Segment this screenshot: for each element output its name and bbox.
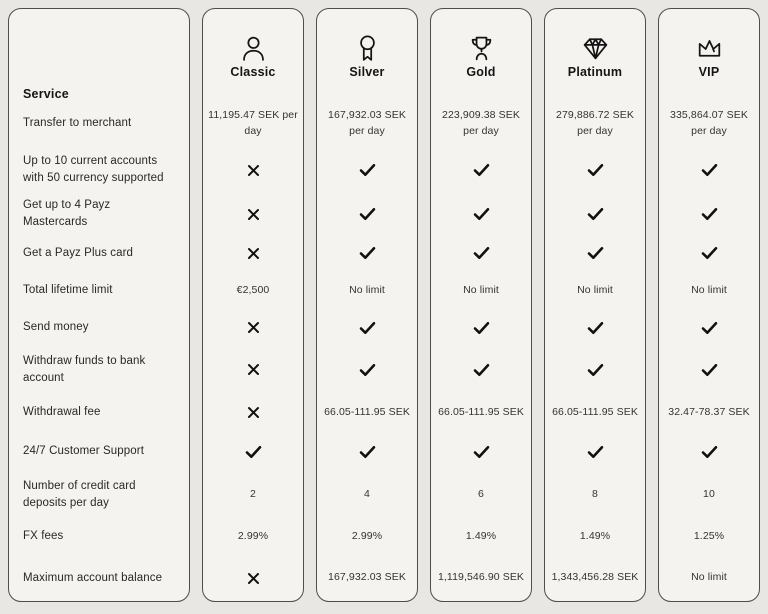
check-icon	[701, 246, 718, 260]
tier-value: 10	[703, 487, 715, 500]
tier-name: Gold	[466, 64, 496, 79]
check-icon	[587, 246, 604, 260]
tier-value: 66.05-111.95 SEK	[438, 405, 524, 418]
tier-value-cell	[317, 309, 417, 346]
check-icon	[359, 363, 376, 377]
service-row-label-cell	[9, 346, 189, 393]
check-icon	[359, 321, 376, 335]
check-icon	[701, 207, 718, 221]
tier-value-cell	[203, 234, 303, 272]
tier-value-cell	[545, 346, 645, 393]
tier-value-cell	[659, 194, 759, 234]
tier-value: 1,343,456.28 SEK	[551, 571, 639, 584]
tier-value: 4	[364, 487, 370, 500]
check-icon	[473, 163, 490, 177]
tier-value-cell	[431, 393, 531, 432]
check-icon	[473, 363, 490, 377]
tier-value: 8	[592, 487, 598, 500]
tier-value-cell	[545, 101, 645, 146]
check-icon	[587, 207, 604, 221]
tier-value: 167,932.03 SEK per day	[328, 108, 406, 137]
tier-value: 2.99%	[351, 529, 383, 542]
tier-header-cell	[545, 9, 645, 101]
service-row-label-cell	[9, 309, 189, 346]
check-icon	[587, 445, 604, 459]
tier-value: 1.25%	[693, 529, 725, 542]
tier-value-cell	[203, 146, 303, 194]
row-label: Withdrawal fee	[23, 406, 101, 419]
tier-value-cell	[317, 555, 417, 601]
tier-value-cell	[545, 555, 645, 601]
row-label: Get a Payz Plus card	[23, 246, 134, 259]
tier-value-cell	[659, 309, 759, 346]
service-row-label-cell	[9, 518, 189, 555]
service-row-label-cell	[9, 555, 189, 601]
tier-value-cell	[659, 101, 759, 146]
row-label: Withdraw funds to bank account	[23, 354, 146, 384]
tier-value-cell	[431, 194, 531, 234]
tier-value-cell	[203, 346, 303, 393]
tier-value-cell	[431, 346, 531, 393]
check-icon	[473, 246, 490, 260]
cross-icon	[247, 406, 260, 419]
tier-value-cell	[431, 555, 531, 601]
tier-value: 167,932.03 SEK	[328, 571, 406, 584]
tier-value-cell	[317, 346, 417, 393]
tier-card-classic	[202, 8, 304, 602]
person-icon	[237, 32, 270, 65]
tier-name: Silver	[349, 64, 385, 79]
check-icon	[359, 246, 376, 260]
cross-icon	[247, 572, 260, 585]
tier-value-cell	[203, 471, 303, 518]
tier-value-cell	[659, 146, 759, 194]
tier-value-cell	[545, 518, 645, 555]
tier-card-platinum	[544, 8, 646, 602]
tier-value: 11,195.47 SEK per day	[208, 108, 298, 137]
tier-value-cell	[659, 234, 759, 272]
service-row-label-cell	[9, 234, 189, 272]
tier-value: 32.47-78.37 SEK	[668, 405, 750, 418]
tier-value-cell	[545, 194, 645, 234]
tier-value: 223,909.38 SEK per day	[442, 108, 520, 137]
tier-value-cell	[545, 234, 645, 272]
tier-value-cell	[317, 146, 417, 194]
cross-icon	[247, 321, 260, 334]
tier-value-cell	[431, 234, 531, 272]
tier-value-cell	[659, 471, 759, 518]
tier-value: 2.99%	[237, 529, 269, 542]
row-label: Transfer to merchant	[23, 117, 132, 130]
tier-name: VIP	[698, 64, 720, 79]
check-icon	[701, 163, 718, 177]
tier-value: 279,886.72 SEK per day	[556, 108, 634, 137]
tier-value: 2	[250, 487, 256, 500]
tier-card-silver	[316, 8, 418, 602]
tier-header-cell	[317, 9, 417, 101]
tier-card-vip	[658, 8, 760, 602]
cross-icon	[247, 164, 260, 177]
tier-value-cell	[203, 194, 303, 234]
tier-value-cell	[431, 518, 531, 555]
tier-value-cell	[659, 346, 759, 393]
tier-value-cell	[545, 393, 645, 432]
tier-value: 6	[478, 487, 484, 500]
tier-value: 66.05-111.95 SEK	[552, 405, 638, 418]
tier-value: No limit	[691, 571, 727, 584]
tier-value: No limit	[691, 283, 727, 296]
service-row-label-cell	[9, 432, 189, 471]
cross-icon	[247, 208, 260, 221]
tier-value: No limit	[577, 283, 613, 296]
check-icon	[473, 207, 490, 221]
tier-value-cell	[659, 393, 759, 432]
tier-header-cell	[659, 9, 759, 101]
tier-value: 1.49%	[465, 529, 497, 542]
row-label: Get up to 4 Payz Mastercards	[23, 199, 111, 228]
service-header-label: Service	[23, 87, 69, 101]
tier-value-cell	[317, 471, 417, 518]
check-icon	[473, 321, 490, 335]
check-icon	[587, 363, 604, 377]
tier-value-cell	[545, 309, 645, 346]
check-icon	[701, 445, 718, 459]
service-column-card	[8, 8, 190, 602]
crown-icon	[693, 32, 726, 65]
tier-value-cell	[317, 194, 417, 234]
trophy-icon	[465, 32, 498, 65]
tier-value-cell	[203, 309, 303, 346]
tier-name: Classic	[230, 64, 276, 79]
tier-value-cell	[431, 101, 531, 146]
cross-icon	[247, 247, 260, 260]
tier-value-cell	[545, 146, 645, 194]
tier-value-cell	[659, 272, 759, 309]
check-icon	[701, 363, 718, 377]
tier-value-cell	[431, 272, 531, 309]
tier-header-cell	[431, 9, 531, 101]
tier-value-cell	[659, 518, 759, 555]
row-label: Number of credit card deposits per day	[23, 479, 136, 509]
tier-value-cell	[431, 432, 531, 471]
service-row-label-cell	[9, 146, 189, 194]
service-row-label-cell	[9, 194, 189, 234]
tier-value-cell	[203, 393, 303, 432]
row-label: Maximum account balance	[23, 571, 163, 584]
service-row-label-cell	[9, 471, 189, 518]
tier-value: €2,500	[236, 283, 270, 296]
tier-header-cell	[203, 9, 303, 101]
tier-value-cell	[317, 393, 417, 432]
tier-value-cell	[659, 555, 759, 601]
tier-value-cell	[317, 272, 417, 309]
tier-value-cell	[203, 432, 303, 471]
check-icon	[587, 321, 604, 335]
service-row-label-cell	[9, 393, 189, 432]
check-icon	[701, 321, 718, 335]
tier-value: No limit	[463, 283, 499, 296]
tier-value: 335,864.07 SEK per day	[670, 108, 748, 137]
service-row-label-cell	[9, 101, 189, 146]
row-label: 24/7 Customer Support	[23, 445, 144, 458]
tier-name: Platinum	[567, 64, 623, 79]
tier-card-gold	[430, 8, 532, 602]
tier-value: 1,119,546.90 SEK	[437, 571, 525, 584]
tier-value-cell	[545, 471, 645, 518]
row-label: Send money	[23, 321, 89, 334]
check-icon	[473, 445, 490, 459]
tier-value-cell	[545, 272, 645, 309]
check-icon	[359, 445, 376, 459]
row-label: FX fees	[23, 530, 64, 543]
tier-value-cell	[317, 432, 417, 471]
check-icon	[587, 163, 604, 177]
tier-value-cell	[431, 146, 531, 194]
tier-value-cell	[545, 432, 645, 471]
medal-icon	[351, 32, 384, 65]
tier-value-cell	[317, 518, 417, 555]
check-icon	[245, 445, 262, 459]
tier-value-cell	[203, 518, 303, 555]
tier-value-cell	[203, 272, 303, 309]
tier-value: 66.05-111.95 SEK	[324, 405, 410, 418]
service-header-cell	[9, 9, 189, 101]
tier-value-cell	[317, 234, 417, 272]
tier-value-cell	[203, 101, 303, 146]
diamond-icon	[579, 32, 612, 65]
cross-icon	[247, 363, 260, 376]
service-row-label-cell	[9, 272, 189, 309]
tier-value-cell	[659, 432, 759, 471]
check-icon	[359, 207, 376, 221]
tier-value-cell	[431, 471, 531, 518]
check-icon	[359, 163, 376, 177]
tier-value-cell	[203, 555, 303, 601]
tier-value: No limit	[349, 283, 385, 296]
tier-value-cell	[431, 309, 531, 346]
row-label: Total lifetime limit	[23, 284, 113, 297]
row-label: Up to 10 current accounts with 50 currency supported	[23, 155, 164, 184]
tier-value-cell	[317, 101, 417, 146]
tier-value: 1.49%	[579, 529, 611, 542]
